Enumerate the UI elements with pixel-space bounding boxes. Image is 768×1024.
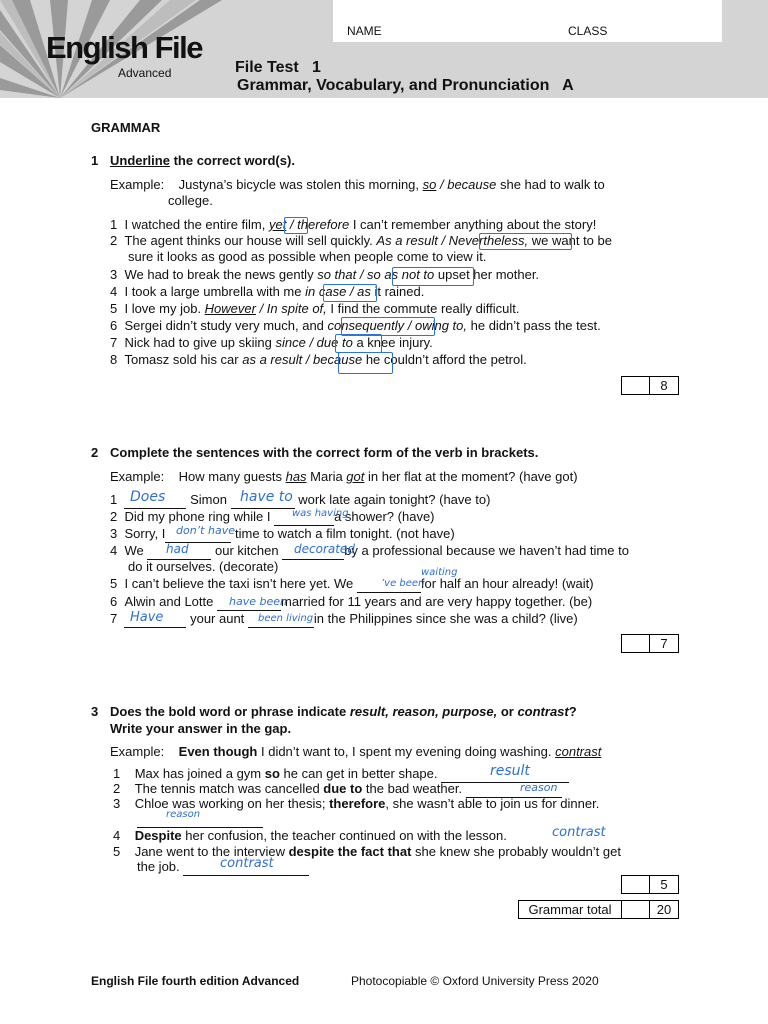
ex3-item-5-cont: the job. (137, 859, 309, 876)
handwritten-answer: been living (258, 613, 314, 624)
ex1-example-cont: college. (168, 193, 213, 208)
handwritten-answer: result (490, 763, 530, 779)
ex3-number: 3 (91, 704, 99, 719)
handwritten-answer: decorated (294, 542, 355, 556)
grammar-total-max: 20 (656, 902, 672, 917)
ex3-instruction: Does the bold word or phrase indicate result, reason, purpose, or contrast? (110, 704, 577, 719)
ex1-score-box (621, 376, 679, 395)
grammar-total-label: Grammar total (519, 901, 622, 918)
ex2-score-box (621, 634, 679, 653)
ex2-item-2: 2 Did my phone ring while I a shower? (have) (110, 509, 435, 524)
ex3-example: Example: Even though I didn’t want to, I spent my evening doing washing. contrast (110, 744, 602, 759)
name-class-box[interactable] (333, 0, 722, 42)
answer-mark-4 (323, 284, 377, 302)
handwritten-answer: Does (130, 489, 166, 505)
ex2-number: 2 (91, 445, 99, 460)
test-subtitle: Grammar, Vocabulary, and Pronunciation A (237, 77, 574, 94)
handwritten-answer: waiting (421, 567, 458, 578)
ex2-example: Example: How many guests has Maria got in her flat at the moment? (have got) (110, 469, 578, 484)
ex3-instruction-line2: Write your answer in the gap. (110, 721, 292, 736)
ex3-score-box (621, 875, 679, 894)
answer-mark-1 (284, 217, 308, 234)
ex2-item-4-cont: do it ourselves. (decorate) (128, 559, 279, 574)
ex2-item-3: 3 Sorry, I time to watch a film tonight. (not have) (110, 526, 455, 541)
grammar-total-box (518, 900, 679, 919)
ex2-item-6: 6 Alwin and Lotte married for 11 years and are very happy together. (be) (110, 594, 593, 609)
ex2-score-max: 7 (660, 636, 668, 651)
ex1-item-2: 2 The agent thinks our house will sell quickly. As a result / Nevertheless, we want to be (110, 233, 612, 248)
ex3-item-2: 2 The tennis match was cancelled due to the bad weather. (113, 781, 562, 798)
handwritten-answer: contrast (552, 825, 606, 840)
ex1-instruction: Underline the correct word(s). (110, 153, 295, 168)
handwritten-answer: was having (292, 508, 349, 519)
ex1-item-4: 4 I took a large umbrella with me in case / as it rained. (110, 284, 425, 299)
footer-right: Photocopiable © Oxford University Press 2020 (351, 974, 599, 988)
ex1-item-2-cont: sure it looks as good as possible when people come to view it. (128, 249, 487, 264)
ex3-item-4: 4 Despite her confusion, the teacher continued on with the lesson. (113, 828, 507, 843)
handwritten-answer: don’t have (176, 524, 235, 537)
header-band (0, 0, 768, 98)
section-heading: GRAMMAR (91, 120, 161, 135)
answer-mark-7 (335, 334, 382, 353)
handwritten-answer: had (166, 542, 189, 556)
answer-mark-3 (392, 267, 474, 286)
ex2-instruction: Complete the sentences with the correct form of the verb in brackets. (110, 445, 539, 460)
ex2-item-1: 1 Simon work late again tonight? (have to) (110, 492, 491, 507)
ex2-item-5: 5 I can’t believe the taxi isn’t here yet. We for half an hour already! (wait) (110, 576, 594, 591)
answer-mark-2 (479, 233, 572, 250)
logo-subtitle: Advanced (118, 66, 172, 80)
ex2-item-4: 4 We our kitchen by a professional because we haven’t had time to (110, 543, 629, 558)
ex1-item-6: 6 Sergei didn’t study very much, and consequently / owing to, he didn’t pass the test. (110, 318, 601, 333)
ex1-score-max: 8 (660, 378, 668, 393)
footer-left: English File fourth edition Advanced (91, 974, 300, 988)
test-title: File Test 1 (235, 59, 321, 76)
handwritten-answer: have been (229, 595, 287, 608)
handwritten-answer: reason (520, 781, 558, 794)
logo-title: English File (46, 30, 202, 65)
handwritten-answer: Have (130, 610, 164, 625)
name-label: NAME (347, 24, 382, 38)
ex1-item-3: 3 We had to break the news gently so that / so as not to upset her mother. (110, 267, 540, 282)
ex3-score-max: 5 (660, 877, 668, 892)
ex2-score-input[interactable] (622, 635, 650, 652)
ex1-item-1: 1 I watched the entire film, yet / therefore I can’t remember anything about the story! (110, 217, 597, 232)
ex1-item-5: 5 I love my job. However / In spite of, I find the commute really difficult. (110, 301, 520, 316)
ex1-item-8: 8 Tomasz sold his car as a result / because he couldn’t afford the petrol. (110, 352, 527, 367)
ex2-item-7: 7 your aunt in the Philippines since she was a child? (live) (110, 611, 578, 626)
handwritten-answer: have to (240, 489, 293, 505)
answer-mark-8 (338, 352, 393, 374)
class-label: CLASS (568, 24, 608, 38)
handwritten-answer: ’ve been (381, 578, 425, 589)
ex3-item-5: 5 Jane went to the interview despite the fact that she knew she probably wouldn’t get (113, 844, 621, 859)
ex1-number: 1 (91, 153, 99, 168)
handwritten-answer: contrast (220, 856, 274, 871)
ex1-score-input[interactable] (622, 377, 650, 394)
handwritten-answer: reason (166, 809, 201, 820)
ex3-item-1: 1 Max has joined a gym so he can get in better shape. (113, 766, 569, 783)
grammar-total-input[interactable] (622, 901, 650, 918)
ex3-score-input[interactable] (622, 876, 650, 893)
ex1-example: Example: Justyna’s bicycle was stolen this morning, so / because she had to walk to (110, 177, 605, 192)
ex1-item-7: 7 Nick had to give up skiing since / due to a knee injury. (110, 335, 433, 350)
ex3-item-3: 3 Chloe was working on her thesis; therefore, she wasn’t able to join us for dinner. (113, 796, 600, 811)
